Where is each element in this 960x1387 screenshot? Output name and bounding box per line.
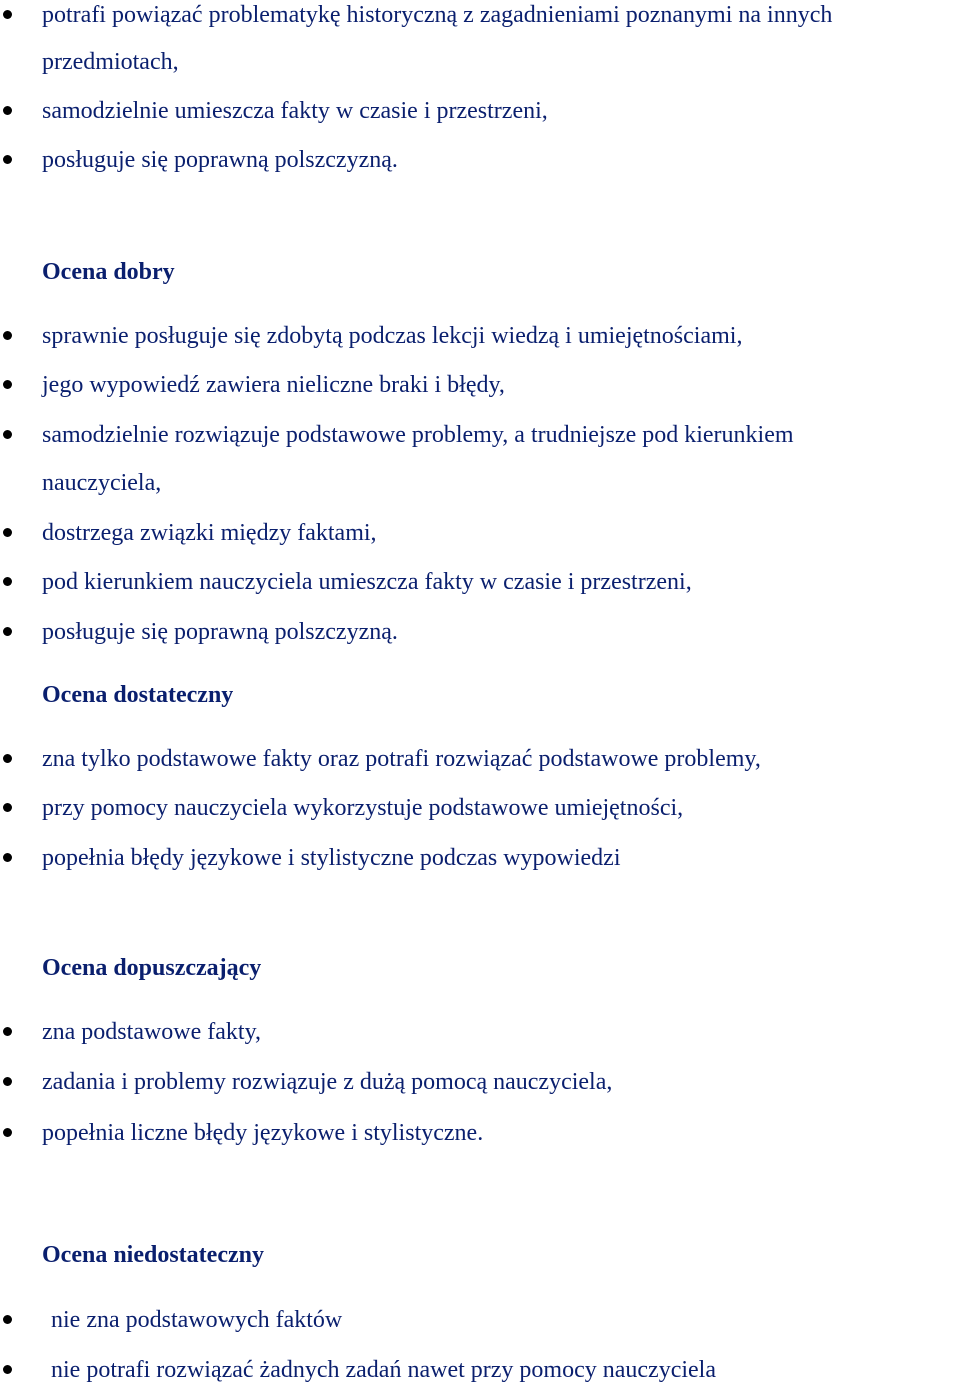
bullet-icon (3, 853, 12, 862)
bullet-icon (3, 803, 12, 812)
bullet-icon (3, 528, 12, 537)
bullet-icon (3, 627, 12, 636)
list-item-text: samodzielnie umieszcza fakty w czasie i przestrzeni, (42, 98, 548, 124)
bullet-icon (3, 577, 12, 586)
list-item-text: samodzielnie rozwiązuje podstawowe problemy, a trudniejsze pod kierunkiem (42, 422, 794, 448)
list-item-text: popełnia błędy językowe i stylistyczne podczas wypowiedzi (42, 845, 621, 871)
list-item-text: zadania i problemy rozwiązuje z dużą pomocą nauczyciela, (42, 1069, 613, 1095)
list-item-text: nie potrafi rozwiązać żadnych zadań nawet przy pomocy nauczyciela (51, 1357, 716, 1383)
list-item-text: dostrzega związki między faktami, (42, 520, 377, 546)
list-item-text: potrafi powiązać problematykę historyczną z zagadnieniami poznanymi na innych (42, 2, 833, 28)
bullet-icon (3, 331, 12, 340)
bullet-icon (3, 1077, 12, 1086)
list-item-text: nauczyciela, (42, 470, 162, 496)
section-heading: Ocena dostateczny (42, 682, 234, 708)
bullet-icon (3, 380, 12, 389)
bullet-icon (3, 10, 12, 19)
list-item-text: popełnia liczne błędy językowe i stylistyczne. (42, 1120, 484, 1146)
bullet-icon (3, 1128, 12, 1137)
bullet-icon (3, 155, 12, 164)
list-item-text: sprawnie posługuje się zdobytą podczas lekcji wiedzą i umiejętnościami, (42, 323, 743, 349)
list-item-text: przy pomocy nauczyciela wykorzystuje podstawowe umiejętności, (42, 795, 684, 821)
bullet-icon (3, 754, 12, 763)
list-item-text: nie zna podstawowych faktów (51, 1307, 343, 1333)
section-heading: Ocena niedostateczny (42, 1242, 264, 1268)
section-heading: Ocena dopuszczający (42, 955, 262, 981)
list-item-text: posługuje się poprawną polszczyzną. (42, 619, 398, 645)
section-heading: Ocena dobry (42, 259, 175, 285)
bullet-icon (3, 106, 12, 115)
list-item-text: przedmiotach, (42, 49, 179, 75)
list-item-text: jego wypowiedź zawiera nieliczne braki i błędy, (42, 372, 505, 398)
bullet-icon (3, 1315, 12, 1324)
list-item-text: posługuje się poprawną polszczyzną. (42, 147, 398, 173)
list-item-text: pod kierunkiem nauczyciela umieszcza fakty w czasie i przestrzeni, (42, 569, 692, 595)
bullet-icon (3, 1365, 12, 1374)
bullet-icon (3, 1027, 12, 1036)
list-item-text: zna podstawowe fakty, (42, 1019, 262, 1045)
bullet-icon (3, 430, 12, 439)
list-item-text: zna tylko podstawowe fakty oraz potrafi rozwiązać podstawowe problemy, (42, 746, 761, 772)
